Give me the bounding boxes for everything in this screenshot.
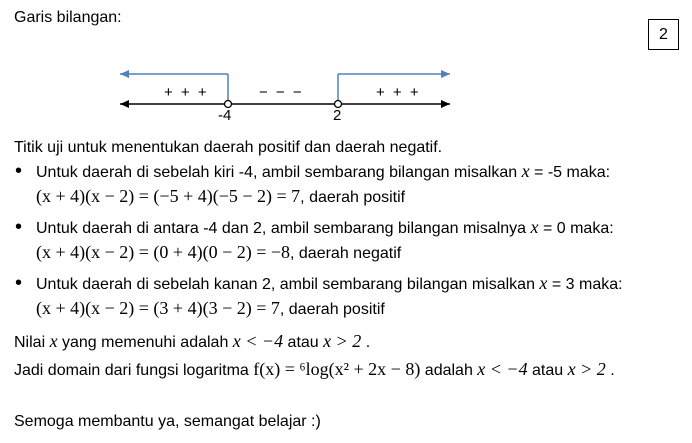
item-2-equation-line [36,241,401,263]
item-1-text: Untuk daerah di sebelah kiri -4, ambil sembarang bilangan misalkan x = -5 maka: [36,161,611,181]
sign-left: + + + [164,84,209,101]
domain-expr-2: x > 2 [567,359,606,379]
bullet-1: • [15,160,23,182]
item-3-conclusion: , daerah positif [279,301,385,318]
item-1-equation: (x + 4)(x − 2) = (−5 + 4)(−5 − 2) = 7 [36,186,301,206]
solution-expr-2: x > 2 [323,331,362,351]
sign-right: + + + [376,84,421,101]
log-function: f(x) = ⁶log(x² + 2x − 8) [253,359,421,379]
sign-middle: − − − [259,84,304,101]
bullet-2: • [15,216,23,238]
item-3-equation: (x + 4)(x − 2) = (3 + 4)(3 − 2) = 7 [36,298,280,318]
item-2-conclusion: , daerah negatif [290,245,402,262]
solution-line: Nilai x yang memenuhi adalah x < −4 atau x > 2 . [14,331,371,351]
page-number-badge: 2 [648,19,679,50]
intro-text: Titik uji untuk menentukan daerah positif dan daerah negatif. [14,139,443,156]
domain-line: Jadi domain dari fungsi logaritma f(x) = ⁶log(x² + 2x − 8) adalah x < −4 atau x > 2 . [14,359,615,379]
bullet-3: • [15,272,23,294]
item-1-equation-line [36,185,405,207]
item-2-text: Untuk daerah di antara -4 dan 2, ambil sembarang bilangan misalnya x = 0 maka: [36,217,614,237]
item-2-equation: (x + 4)(x − 2) = (0 + 4)(0 − 2) = −8 [36,242,291,262]
number-line [0,0,692,130]
item-1-conclusion: , daerah positif [300,189,406,206]
closing-text: Semoga membantu ya, semangat belajar :) [14,413,321,430]
solution-expr-1: x < −4 [232,331,284,351]
item-3-equation-line [36,297,385,319]
tick-label-2: 2 [333,107,342,124]
item-3-text: Untuk daerah di sebelah kanan 2, ambil sembarang bilangan misalkan x = 3 maka: [36,273,623,293]
heading: Garis bilangan: [14,9,122,26]
tick-label-minus-4: -4 [218,107,232,124]
domain-expr-1: x < −4 [477,359,528,379]
